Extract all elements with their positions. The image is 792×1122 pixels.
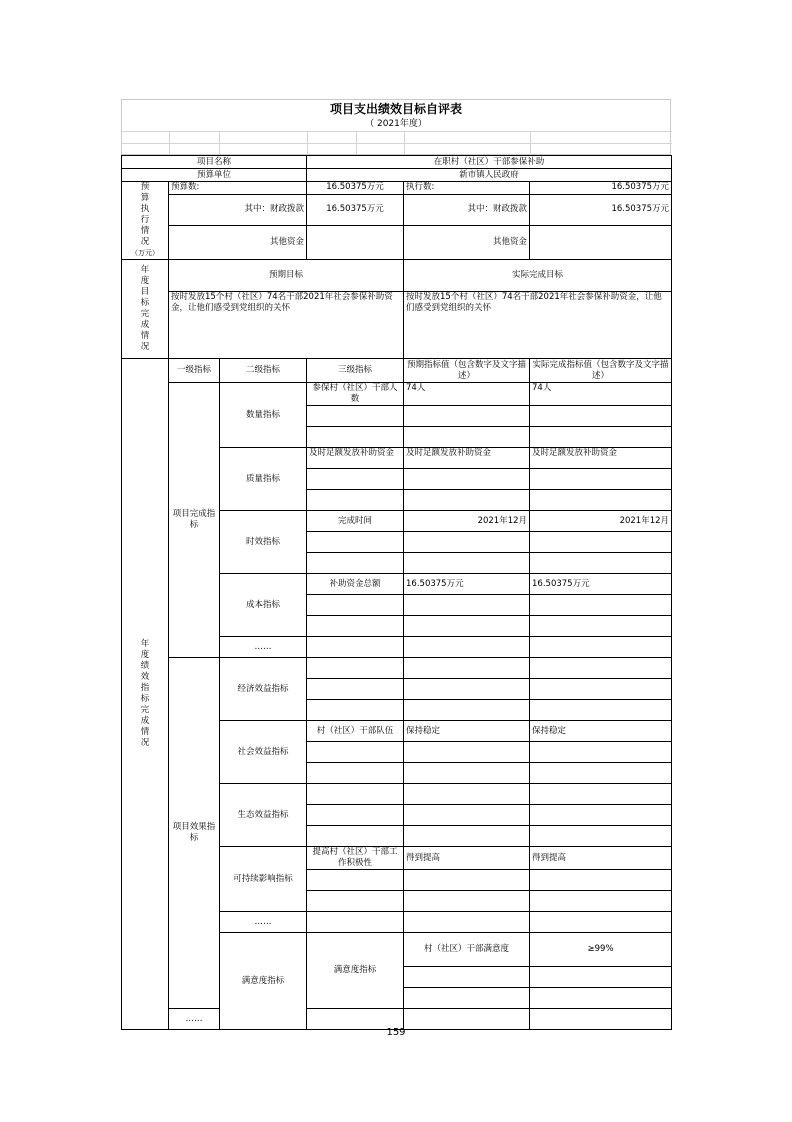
- col-level2: 二级指标: [220, 359, 307, 383]
- exec-amount-value: 16.50375万元: [530, 182, 672, 195]
- other-budget-value: [307, 226, 404, 260]
- col-level1: 一级指标: [169, 359, 220, 383]
- fiscal-budget-label: 其中：财政拨款: [169, 194, 307, 226]
- fiscal-exec-value: 16.50375万元: [530, 194, 672, 226]
- social-indicator: 社会效益指标: [220, 721, 307, 784]
- budget-amount-value: 16.50375万元: [307, 182, 404, 195]
- indicators-section-label: 年度绩效指标完成情况: [122, 359, 169, 1030]
- goals-section-label: 年度目标完成情况: [122, 260, 169, 359]
- budget-section-label: 预算执行情况 （万元）: [122, 182, 169, 260]
- group-project-effect: 项目效果指标: [169, 658, 220, 1009]
- quantity-l3: 参保村（社区）干部人数: [307, 383, 404, 406]
- cost-indicator: 成本指标: [220, 574, 307, 637]
- quality-expected: 及时足额发放补助资金: [404, 448, 530, 469]
- performance-table: [121, 155, 672, 1030]
- group1-ellipsis: ……: [220, 637, 307, 658]
- form-year: （ 2021年度）: [365, 119, 427, 129]
- group-satisfaction: 满意度指标: [220, 933, 307, 1030]
- quality-l3: 及时足额发放补助资金: [307, 448, 404, 469]
- budget-unit-value: 新市镇人民政府: [307, 169, 672, 182]
- quality-indicator: 质量指标: [220, 448, 307, 511]
- economic-indicator: 经济效益指标: [220, 658, 307, 721]
- timeliness-indicator: 时效指标: [220, 511, 307, 574]
- group-project-completion: 项目完成指标: [169, 383, 220, 658]
- quantity-indicator: 数量指标: [220, 383, 307, 448]
- form-title: 项目支出绩效目标自评表: [329, 102, 462, 116]
- exec-amount-label: 执行数:: [404, 182, 530, 195]
- col-level3: 三级指标: [307, 359, 404, 383]
- actual-goal-header: 实际完成目标: [404, 260, 672, 292]
- timeliness-expected: 2021年12月: [404, 511, 530, 532]
- col-actual: 实际完成指标值（包含数字及文字描述）: [530, 359, 672, 383]
- cost-expected: 16.50375万元: [404, 574, 530, 595]
- satisfaction-indicator: 满意度指标: [307, 933, 404, 1009]
- page-number: 159: [386, 1027, 406, 1038]
- group3-ellipsis: ……: [169, 1009, 220, 1030]
- satisfaction-expected: ≥99%: [530, 933, 672, 967]
- sustainable-actual: 得到提高: [530, 847, 672, 870]
- social-actual: 保持稳定: [530, 721, 672, 742]
- sustainable-expected: 得到提高: [404, 847, 530, 870]
- social-expected: 保持稳定: [404, 721, 530, 742]
- project-name-label: 项目名称: [122, 156, 307, 169]
- other-exec-value: [530, 226, 672, 260]
- ecological-indicator: 生态效益指标: [220, 784, 307, 847]
- quantity-expected: 74人: [404, 383, 530, 406]
- quantity-actual: 74人: [530, 383, 672, 406]
- expected-goal-header: 预期目标: [169, 260, 404, 292]
- sustainable-indicator: 可持续影响指标: [220, 847, 307, 912]
- fiscal-exec-label: 其中：财政拨款: [404, 194, 530, 226]
- actual-goal-text: 按时发放15个村（社区）74名干部2021年社会参保补助资金，让他们感受到党组织的关怀: [404, 292, 672, 359]
- budget-amount-label: 预算数:: [169, 182, 307, 195]
- cost-actual: 16.50375万元: [530, 574, 672, 595]
- sustainable-l3: 提高村（社区）干部工作积极性: [307, 847, 404, 870]
- social-l3: 村（社区）干部队伍: [307, 721, 404, 742]
- other-exec-label: 其他资金: [404, 226, 530, 260]
- fiscal-budget-value: 16.50375万元: [307, 194, 404, 226]
- timeliness-l3: 完成时间: [307, 511, 404, 532]
- project-name-value: 在职村（社区）干部参保补助: [307, 156, 672, 169]
- quality-actual: 及时足额发放补助资金: [530, 448, 672, 469]
- group2-ellipsis: ……: [220, 912, 307, 933]
- satisfaction-l3: 村（社区）干部满意度: [404, 933, 530, 967]
- other-budget-label: 其他资金: [169, 226, 307, 260]
- timeliness-actual: 2021年12月: [530, 511, 672, 532]
- col-expected: 预期指标值（包含数字及文字描述）: [404, 359, 530, 383]
- budget-unit-label: 预算单位: [122, 169, 307, 182]
- expected-goal-text: 按时发放15个村（社区）74名干部2021年社会参保补助资金，让他们感受到党组织的关怀: [169, 292, 404, 359]
- cost-l3: 补助资金总额: [307, 574, 404, 595]
